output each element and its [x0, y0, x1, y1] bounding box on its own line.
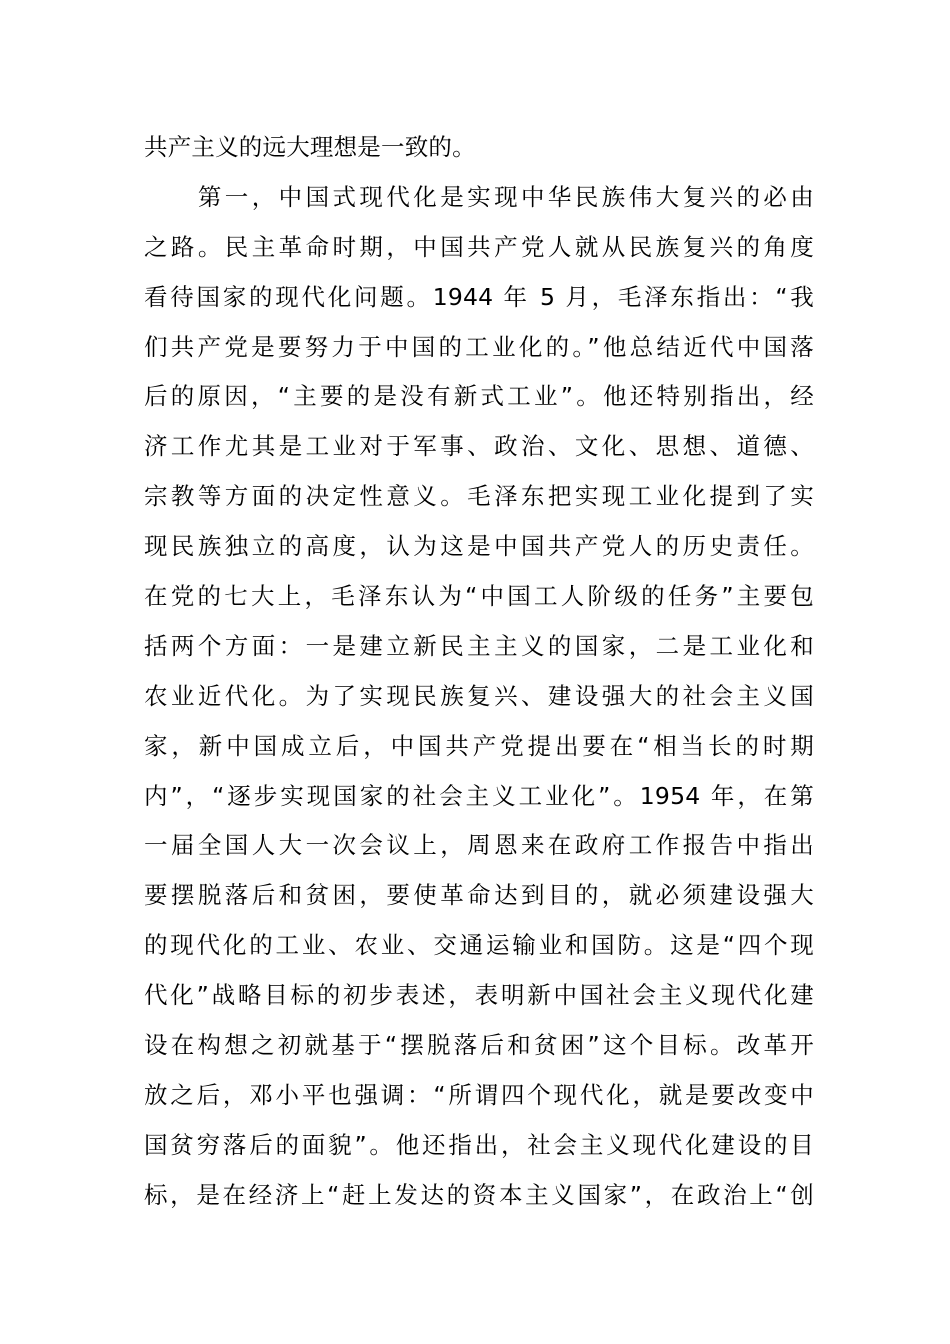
text-line: 宗教等方面的决定性意义。毛泽东把实现工业化提到了实 — [144, 482, 814, 511]
text-line: 括两个方面：一是建立新民主主义的国家，二是工业化和 — [144, 631, 814, 660]
text-line: 后的原因，“主要的是没有新式工业”。他还特别指出，经 — [144, 382, 814, 411]
text-line: 内”，“逐步实现国家的社会主义工业化”。1954 年，在第 — [144, 781, 814, 810]
body-text — [144, 123, 814, 1221]
text-line: 一届全国人大一次会议上，周恩来在政府工作报告中指出 — [144, 831, 814, 860]
text-line: 家，新中国成立后，中国共产党提出要在“相当长的时期 — [144, 731, 814, 760]
text-line: 农业近代化。为了实现民族复兴、建设强大的社会主义国 — [144, 681, 814, 710]
text-line: 放之后，邓小平也强调：“所谓四个现代化，就是要改变中 — [144, 1080, 814, 1109]
text-line: 代化”战略目标的初步表述，表明新中国社会主义现代化建 — [144, 981, 814, 1010]
text-line: 现民族独立的高度，认为这是中国共产党人的历史责任。 — [144, 532, 814, 561]
text-line: 标，是在经济上“赶上发达的资本主义国家”，在政治上“创 — [144, 1180, 814, 1209]
text-line: 国贫穷落后的面貌”。他还指出，社会主义现代化建设的目 — [144, 1130, 814, 1159]
text-line: 设在构想之初就基于“摆脱落后和贫困”这个目标。改革开 — [144, 1031, 814, 1060]
text-line: 之路。民主革命时期，中国共产党人就从民族复兴的角度 — [144, 232, 814, 261]
text-line: 第一，中国式现代化是实现中华民族伟大复兴的必由 — [144, 182, 814, 211]
text-line: 的现代化的工业、农业、交通运输业和国防。这是“四个现 — [144, 931, 814, 960]
text-line: 共产主义的远大理想是一致的。 — [144, 133, 476, 161]
text-line: 看待国家的现代化问题。1944 年 5 月，毛泽东指出：“我 — [144, 282, 814, 311]
text-line: 济工作尤其是工业对于军事、政治、文化、思想、道德、 — [144, 432, 814, 461]
text-line: 们共产党是要努力于中国的工业化的。”他总结近代中国落 — [144, 332, 814, 361]
text-line: 要摆脱落后和贫困，要使革命达到目的，就必须建设强大 — [144, 881, 814, 910]
text-line: 在党的七大上，毛泽东认为“中国工人阶级的任务”主要包 — [144, 582, 814, 611]
